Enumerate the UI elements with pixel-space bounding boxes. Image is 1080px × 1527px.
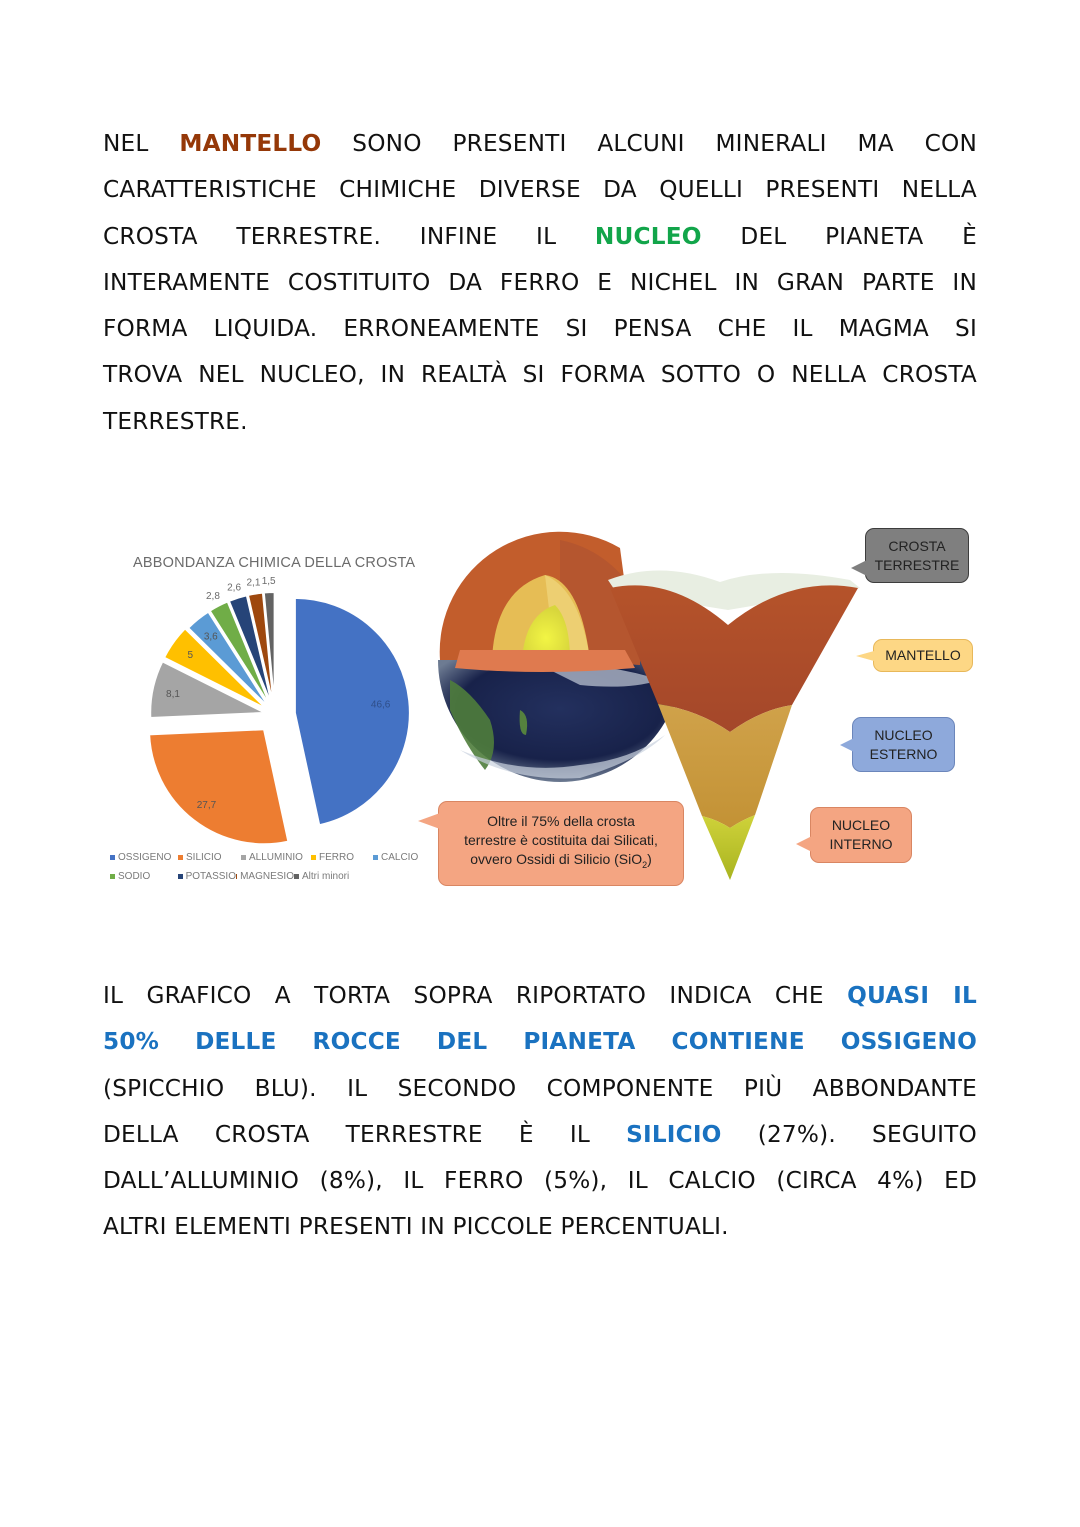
legend-item	[236, 871, 294, 882]
pie-data-label: 5	[187, 650, 194, 662]
text-run: INTERAMENTE COSTITUITO DA FERRO E NICHEL IN GRAN PARTE IN	[103, 268, 977, 296]
highlighted-term: SILICIO	[626, 1120, 722, 1148]
pie-slice-silicio	[149, 729, 288, 844]
text-line	[103, 399, 977, 445]
legend-swatch-icon	[178, 874, 183, 879]
chart-legend	[110, 848, 433, 886]
pie-data-label: 2,1	[246, 577, 261, 589]
highlighted-term: MANTELLO	[179, 130, 322, 157]
legend-label: FERRO	[319, 852, 354, 863]
legend-label: SODIO	[118, 871, 151, 882]
callout-mantello: MANTELLO	[873, 639, 973, 672]
pie-chart	[100, 520, 430, 850]
text-run: (27%). SEGUITO	[721, 1120, 977, 1148]
text-line	[103, 1204, 977, 1250]
legend-item	[241, 852, 311, 863]
text-run: ALTRI ELEMENTI PRESENTI IN PICCOLE PERCENTUALI.	[103, 1213, 729, 1241]
chart-title: ABBONDANZA CHIMICA DELLA CROSTA	[133, 555, 416, 571]
text-line	[103, 1019, 977, 1065]
legend-item	[294, 871, 354, 882]
legend-label: Altri minori	[302, 871, 350, 882]
text-line	[103, 167, 977, 213]
figure-crust-and-earth-layers	[100, 520, 985, 900]
legend-label: MAGNESIO	[240, 871, 294, 882]
highlighted-term: 50% DELLE ROCCE DEL PIANETA CONTIENE OSSIGENO	[103, 1028, 977, 1056]
pie-data-label: 2,8	[206, 591, 220, 603]
pie-data-label: 8,1	[166, 689, 180, 701]
text-run: TROVA NEL NUCLEO, IN REALTÀ SI FORMA SOTTO O NELLA CROSTA	[103, 361, 977, 389]
text-line	[103, 1112, 977, 1158]
text-run: DEL PIANETA È	[701, 222, 977, 250]
legend-swatch-icon	[241, 855, 246, 860]
text-run: FORMA LIQUIDA. ERRONEAMENTE SI PENSA CHE IL MAGMA SI	[103, 315, 977, 343]
legend-label: ALLUMINIO	[249, 852, 303, 863]
legend-swatch-icon	[311, 855, 316, 860]
paragraph-pie-explanation	[103, 973, 977, 1251]
text-run: IL GRAFICO A TORTA SOPRA RIPORTATO INDICA CHE	[103, 982, 848, 1009]
legend-label: SILICIO	[186, 852, 222, 863]
legend-item	[178, 852, 241, 863]
highlighted-term: QUASI IL	[847, 982, 977, 1009]
text-run: CROSTA TERRESTRE. INFINE IL	[103, 222, 595, 250]
text-run: CARATTERISTICHE CHIMICHE DIVERSE DA QUELLI PRESENTI NELLA	[103, 176, 977, 204]
legend-swatch-icon	[178, 855, 183, 860]
legend-label: POTASSIO	[185, 871, 236, 882]
text-line	[103, 214, 977, 260]
text-line	[103, 973, 977, 1019]
text-line	[103, 121, 977, 167]
legend-row-2	[110, 867, 433, 886]
legend-row-1	[110, 848, 433, 867]
text-line	[103, 1158, 977, 1204]
text-run: DALL’ALLUMINIO (8%), IL FERRO (5%), IL CALCIO (CIRCA 4%) ED	[103, 1167, 977, 1195]
paragraph-mantello-nucleo	[103, 121, 977, 445]
text-line	[103, 306, 977, 352]
text-run: TERRESTRE.	[103, 407, 248, 435]
text-line	[103, 1066, 977, 1112]
pie-data-label: 46,6	[370, 699, 391, 711]
pie-data-label: 3,6	[203, 631, 218, 643]
legend-swatch-icon	[110, 874, 115, 879]
pie-data-label: 2,6	[227, 582, 242, 594]
pie-data-label: 27,7	[196, 799, 217, 811]
legend-swatch-icon	[294, 874, 299, 879]
legend-swatch-icon	[236, 874, 237, 879]
legend-label: CALCIO	[381, 852, 419, 863]
text-run: DELLA CROSTA TERRESTRE È IL	[103, 1120, 627, 1148]
legend-label: OSSIGENO	[118, 852, 172, 863]
text-run: SONO PRESENTI ALCUNI MINERALI MA CON	[321, 130, 977, 157]
pie-slice-ossigeno	[295, 598, 410, 825]
highlighted-term: NUCLEO	[594, 222, 702, 250]
text-run: NEL	[103, 130, 180, 157]
text-run: (SPICCHIO BLU). IL SECONDO COMPONENTE PIÙ ABBONDANTE	[103, 1074, 977, 1102]
pie-data-label: 1,5	[261, 576, 276, 588]
callout-crosta-terrestre: CROSTA TERRESTRE	[865, 528, 969, 583]
callout-silicati: Oltre il 75% della crosta terrestre è costituita dai Silicati, ovvero Ossidi di Silicio (SiO$_2$)	[438, 801, 684, 886]
text-line	[103, 260, 977, 306]
callout-nucleo-esterno: NUCLEO ESTERNO	[852, 717, 955, 772]
legend-item	[110, 871, 178, 882]
legend-item	[373, 852, 433, 863]
legend-item	[178, 871, 236, 882]
legend-swatch-icon	[373, 855, 378, 860]
callout-nucleo-interno: NUCLEO INTERNO	[810, 807, 912, 863]
text-line	[103, 352, 977, 398]
legend-item	[110, 852, 178, 863]
legend-swatch-icon	[110, 855, 115, 860]
legend-item	[311, 852, 373, 863]
